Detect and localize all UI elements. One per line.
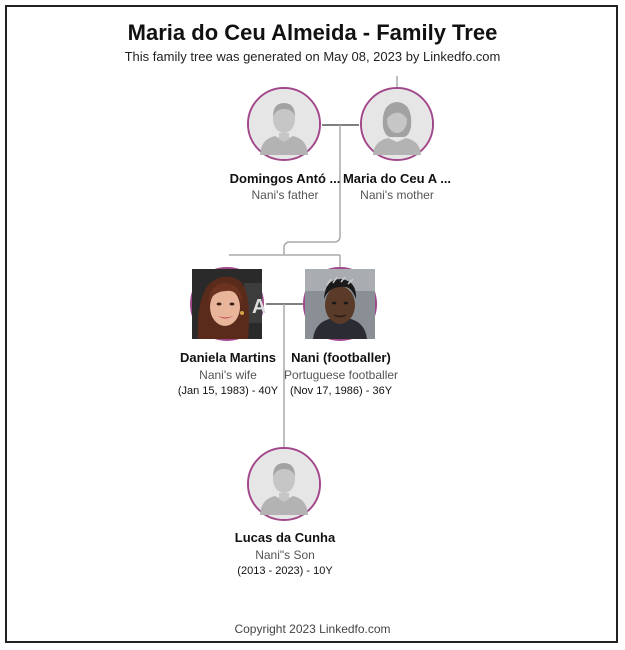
nani-avatar[interactable]	[303, 267, 377, 341]
wife-name[interactable]: Daniela Martins	[179, 350, 277, 365]
father-role: Nani's father	[251, 188, 319, 202]
wife-avatar[interactable]	[190, 267, 267, 341]
female-silhouette-icon	[362, 89, 432, 159]
page-subtitle: This family tree was generated on May 08, 2023 by Linkedfo.com	[124, 49, 501, 64]
mother-avatar[interactable]	[360, 87, 434, 161]
son-name[interactable]: Lucas da Cunha	[234, 530, 336, 545]
page-title: Maria do Ceu Almeida - Family Tree	[127, 20, 498, 45]
mother-role: Nani's mother	[360, 188, 434, 202]
mother-name[interactable]: Maria do Ceu A ...	[342, 171, 452, 186]
son-dates: (2013 - 2023) - 10Y	[237, 565, 333, 577]
nani-role: Portuguese footballer	[283, 368, 399, 382]
nani-name[interactable]: Nani (footballer)	[291, 350, 391, 365]
copyright-footer: Copyright 2023 Linkedfo.com	[234, 622, 391, 636]
male-silhouette-icon	[249, 89, 319, 159]
son-role: Nani"s Son	[255, 548, 315, 562]
wife-dates: (Jan 15, 1983) - 40Y	[177, 385, 279, 397]
nani-dates: (Nov 17, 1986) - 36Y	[289, 385, 393, 397]
father-avatar[interactable]	[247, 87, 321, 161]
father-name[interactable]: Domingos Antó ...	[229, 171, 341, 186]
male-silhouette-icon	[249, 449, 319, 519]
son-avatar[interactable]	[247, 447, 321, 521]
wife-role: Nani's wife	[199, 368, 257, 382]
man-portrait	[305, 269, 375, 339]
svg-text:A: A	[252, 296, 267, 318]
woman-portrait	[192, 269, 267, 339]
